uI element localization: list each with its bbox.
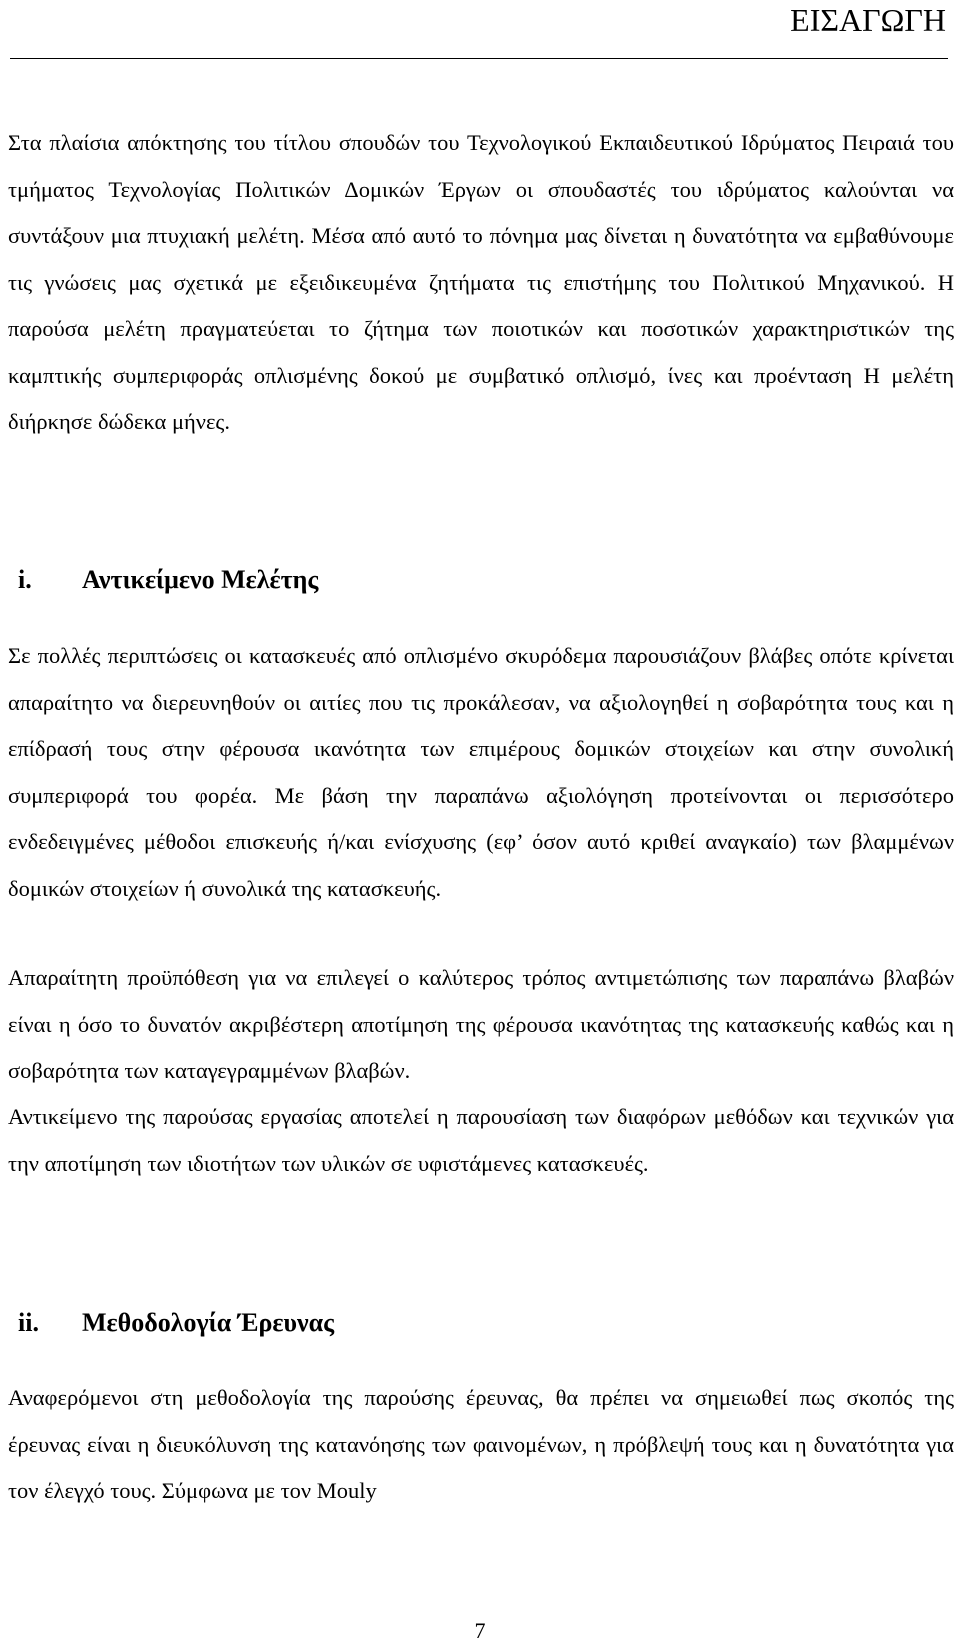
section-heading-methodology (18, 1305, 334, 1341)
header-divider (10, 58, 948, 59)
objective-paragraph-3: Αντικείμενο της παρούσας εργασίας αποτελεί η παρουσίαση των διαφόρων μεθόδων και τεχνικών για την αποτίμηση των ιδιοτήτων των υλικών σε υφιστάμενες κατασκευές. (8, 1104, 954, 1176)
section-title: Μεθοδολογία Έρευνας (82, 1308, 335, 1337)
section-heading-objective (18, 562, 318, 598)
running-header-title: ΕΙΣΑΓΩΓΗ (790, 2, 946, 38)
page-number: 7 (474, 1618, 486, 1643)
intro-paragraph: Στα πλαίσια απόκτησης του τίτλου σπουδών του Τεχνολογικού Εκπαιδευτικού Ιδρύματος Πειραιά του τμήματος Τεχνολογίας Πολιτικών Δομικών Έργων οι σπουδαστές του ιδρύματος καλούνται να συντάξουν μια πτυχιακή μελέτη. Μέσα από αυτό το πόνημα μας δίνεται η δυνατότητα να εμβαθύνουμε τις γνώσεις μας σχετικά με εξειδικευμένα ζητήματα τις επιστήμης του Πολιτικού Μηχανικού. Η παρούσα μελέτη πραγματεύεται το ζήτημα των ποιοτικών και ποσοτικών χαρακτηριστικών της καμπτικής συμπεριφοράς οπλισμένης δοκού με συμβατικό οπλισμό, ίνες και προένταση Η μελέτη διήρκησε δώδεκα μήνες. (8, 130, 954, 434)
objective-paragraph-2: Απαραίτητη προϋπόθεση για να επιλεγεί ο καλύτερος τρόπος αντιμετώπισης των παραπάνω βλαβών είναι η όσο το δυνατόν ακριβέστερη αποτίμηση της φέρουσα ικανότητας της κατασκευής καθώς και η σοβαρότητα των καταγεγραμμένων βλαβών. (8, 965, 954, 1083)
objective-paragraph-1: Σε πολλές περιπτώσεις οι κατασκευές από οπλισμένο σκυρόδεμα παρουσιάζουν βλάβες οπότε κρίνεται απαραίτητο να διερευνηθούν οι αιτίες που τις προκάλεσαν, να αξιολογηθεί η σοβαρότητα τους και η επίδρασή τους στην φέρουσα ικανότητα των επιμέρους δομικών στοιχείων και στην συνολική συμπεριφορά του φορέα. Με βάση την παραπάνω αξιολόγηση προτείνονται οι περισσότερο ενδεδειγμένες μέθοδοι επισκευής ή/και ενίσχυσης (εφ’ όσον αυτό κριθεί αναγκαίο) των βλαμμένων δομικών στοιχείων ή συνολικά της κατασκευής. (8, 643, 954, 901)
section-number: ii. (18, 1308, 39, 1337)
section-number: i. (18, 565, 32, 594)
section-title: Αντικείμενο Μελέτης (82, 565, 319, 594)
methodology-paragraph-1: Αναφερόμενοι στη μεθοδολογία της παρούσης έρευνας, θα πρέπει να σημειωθεί πως σκοπός της έρευνας είναι η διευκόλυνση της κατανόησης των φαινομένων, η πρόβλεψή τους και η δυνατότητα για τον έλεγχό τους. Σύμφωνα με τον Mouly (8, 1385, 954, 1503)
